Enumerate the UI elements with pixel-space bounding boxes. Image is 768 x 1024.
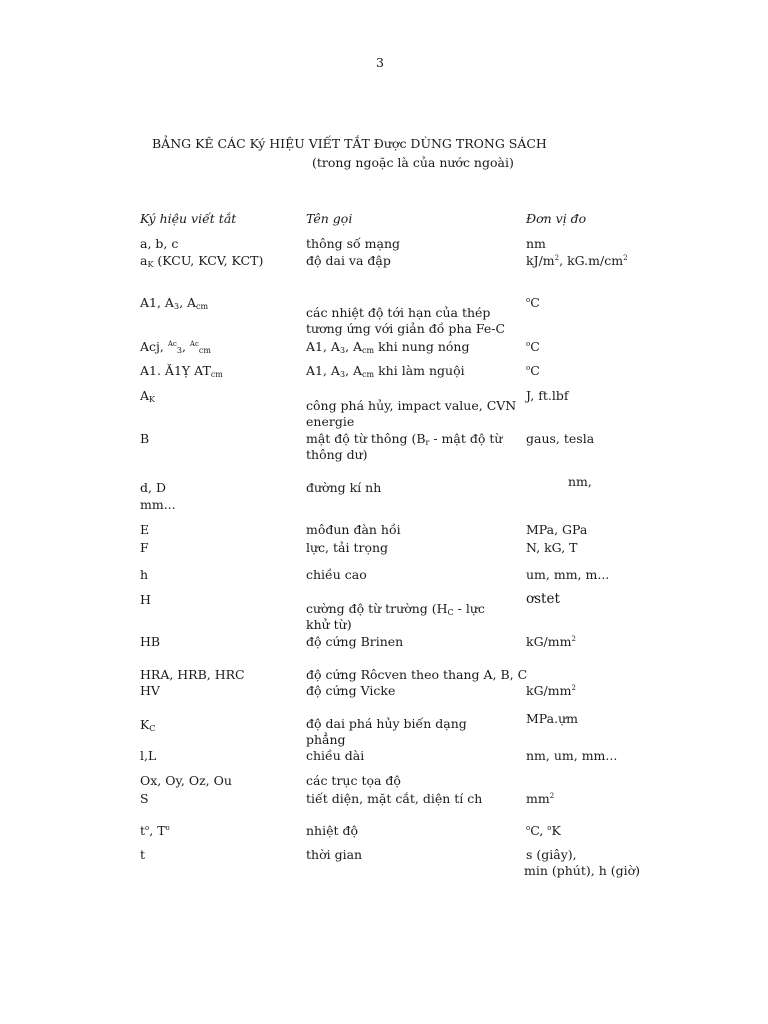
name-cell-line2: thông dư) (306, 447, 368, 462)
unit-superscript: o (526, 364, 531, 372)
symbol-superscript: Ac (189, 340, 199, 348)
symbol-text: , T (149, 823, 166, 838)
unit-cell: N, kG, T (526, 540, 578, 555)
symbol-text: A (140, 388, 150, 403)
unit-superscript: 2 (623, 254, 628, 262)
unit-text: kG/mm (526, 634, 572, 649)
name-cell: đường kí nh (306, 480, 382, 495)
name-text: khi nung nóng (374, 339, 470, 354)
unit-superscript: o (547, 824, 552, 832)
unit-text: mm (526, 791, 550, 806)
name-cell: độ cứng Rôcven theo thang A, B, C (306, 667, 528, 682)
unit-cell: gaus, tesla (526, 431, 595, 446)
unit-text: , kG.m/cm (559, 253, 624, 268)
unit-cell (526, 791, 554, 809)
symbol-cell: a, b, c (140, 236, 179, 251)
unit-cell-line2: min (phút), h (giờ) (524, 863, 641, 878)
header-name: Tên gọi (306, 211, 353, 226)
symbol-subscript: K (149, 395, 156, 404)
unit-text: kJ/m (526, 253, 555, 268)
name-subscript: 3 (339, 346, 346, 355)
symbol-cell: S (140, 791, 149, 806)
symbol-cell: HRA, HRB, HRC (140, 667, 245, 682)
unit-superscript: o (526, 340, 531, 348)
name-cell-line2: phẳng (306, 732, 346, 747)
unit-cell: nm, um, mm... (526, 748, 618, 763)
name-subscript: C (447, 608, 454, 617)
unit-cell (526, 634, 576, 652)
unit-superscript: 2 (554, 254, 560, 262)
symbol-superscript: o (145, 824, 150, 832)
symbol-text: A1. Ă1Ỵ AT (140, 363, 211, 378)
name-text: - mật độ từ (429, 431, 503, 446)
name-cell: độ dai va đập (306, 253, 391, 268)
unit-cell (526, 295, 540, 313)
name-cell: chiều cao (306, 567, 367, 582)
symbol-subscript: cm (196, 302, 209, 311)
name-cell: độ cứng Brinen (306, 634, 404, 649)
name-cell: tiết diện, mặt cắt, diện tí ch (306, 791, 483, 806)
symbol-superscript: Ac (167, 340, 177, 348)
name-text: A1, A (306, 339, 340, 354)
symbol-cell (140, 717, 155, 735)
page-number: 3 (376, 55, 384, 70)
unit-text: K (551, 823, 561, 838)
name-cell: thời gian (306, 847, 363, 862)
symbol-superscript: o (165, 824, 170, 832)
unit-cell: s (giây), (526, 847, 577, 862)
name-cell: môđun đàn hồi (306, 522, 401, 537)
unit-cell: nm (526, 236, 546, 251)
name-cell-line2: khử từ) (306, 617, 352, 632)
unit-text: C, (530, 823, 548, 838)
unit-cell: J, ft.lbf (526, 388, 569, 403)
symbol-subscript: C (149, 724, 156, 733)
name-cell (306, 339, 469, 357)
symbol-text: A1, A (140, 295, 174, 310)
symbol-cell: Ox, Oy, Oz, Ou (140, 773, 232, 788)
symbol-text: , (181, 339, 190, 354)
symbol-cell: t (140, 847, 146, 862)
header-symbol: Ký hiệu viết tắt (140, 211, 237, 226)
name-cell-line2: energie (306, 414, 355, 429)
name-text: , A (345, 363, 363, 378)
unit-text: C (530, 339, 540, 354)
header-unit: Đơn vị đo (526, 211, 587, 226)
symbol-text: a (140, 253, 148, 268)
name-cell-line2: tương ứng với giản đồ pha Fe-C (306, 321, 506, 336)
unit-superscript: 2 (571, 684, 576, 692)
symbol-cell: B (140, 431, 150, 446)
name-subscript: 3 (339, 370, 346, 379)
name-text: A1, A (306, 363, 340, 378)
unit-text: C (530, 363, 540, 378)
page-title: BẢNG KÊ CÁC Ký HIỆU VIẾT TẮT Được DÙNG TRONG SÁCH (152, 136, 547, 151)
unit-text: C (530, 295, 540, 310)
symbol-cell: l,L (140, 748, 157, 763)
unit-superscript: 2 (571, 635, 576, 643)
name-cell: độ cứng Vicke (306, 683, 396, 698)
symbol-cell: HB (140, 634, 161, 649)
name-cell: nhiệt độ (306, 823, 359, 838)
unit-cell: MPa.ựm (526, 711, 578, 726)
name-cell: thông số mạng (306, 236, 401, 251)
name-subscript: cm (362, 370, 375, 379)
symbol-cell: h (140, 567, 149, 582)
symbol-subscript: K (147, 260, 154, 269)
name-subscript: r (425, 438, 430, 447)
unit-cell (526, 683, 576, 701)
symbol-cell: HV (140, 683, 160, 698)
unit-cell: nm, (568, 474, 592, 489)
name-cell: độ dai phá hủy biến dạng (306, 716, 467, 731)
symbol-cell (140, 295, 208, 313)
unit-cell (526, 823, 561, 841)
name-cell: lực, tải trọng (306, 540, 389, 555)
name-cell: công phá hủy, impact value, CVN (306, 398, 517, 413)
unit-superscript: o (526, 296, 531, 304)
unit-cell (526, 253, 628, 271)
symbol-cell: H (140, 592, 151, 607)
symbol-cell (140, 339, 211, 357)
name-cell: chiều dài (306, 748, 365, 763)
symbol-text: t (140, 823, 146, 838)
unit-superscript: o (526, 824, 531, 832)
unit-cell: um, mm, m... (526, 567, 610, 582)
symbol-subscript: 3 (173, 302, 180, 311)
symbol-cell: d, D (140, 480, 166, 495)
symbol-text: (KCU, KCV, KCT) (153, 253, 264, 268)
page-subtitle: (trong ngoặc là của nước ngoài) (312, 155, 514, 170)
symbol-cell: E (140, 522, 150, 537)
name-text: mật độ từ thông (B (306, 431, 426, 446)
symbol-text: K (140, 717, 150, 732)
symbol-cell (140, 363, 223, 381)
name-text: , A (345, 339, 363, 354)
symbol-subscript: cm (210, 370, 223, 379)
unit-superscript: 2 (549, 792, 555, 800)
symbol-subscript: 3 (176, 346, 182, 355)
symbol-cell: F (140, 540, 149, 555)
name-text: - lực (453, 601, 485, 616)
unit-cell: ơstet (526, 591, 560, 607)
name-cell: các trục tọa độ (306, 773, 401, 788)
symbol-cell (140, 253, 263, 271)
unit-cell (526, 363, 540, 381)
symbol-subscript: cm (198, 346, 211, 355)
name-cell: các nhiệt độ tới hạn của thép (306, 305, 491, 320)
name-cell (306, 363, 465, 381)
name-subscript: cm (362, 346, 375, 355)
symbol-cell (140, 823, 170, 841)
name-text: khi làm nguội (374, 363, 465, 378)
name-text: cường độ từ trường (H (306, 601, 448, 616)
unit-text: kG/mm (526, 683, 572, 698)
symbol-cell-line2: mm... (140, 497, 176, 512)
symbol-text: Acj, (140, 339, 168, 354)
symbol-text: , A (179, 295, 197, 310)
unit-cell: MPa, GPa (526, 522, 588, 537)
unit-cell (526, 339, 540, 357)
symbol-cell (140, 388, 155, 406)
